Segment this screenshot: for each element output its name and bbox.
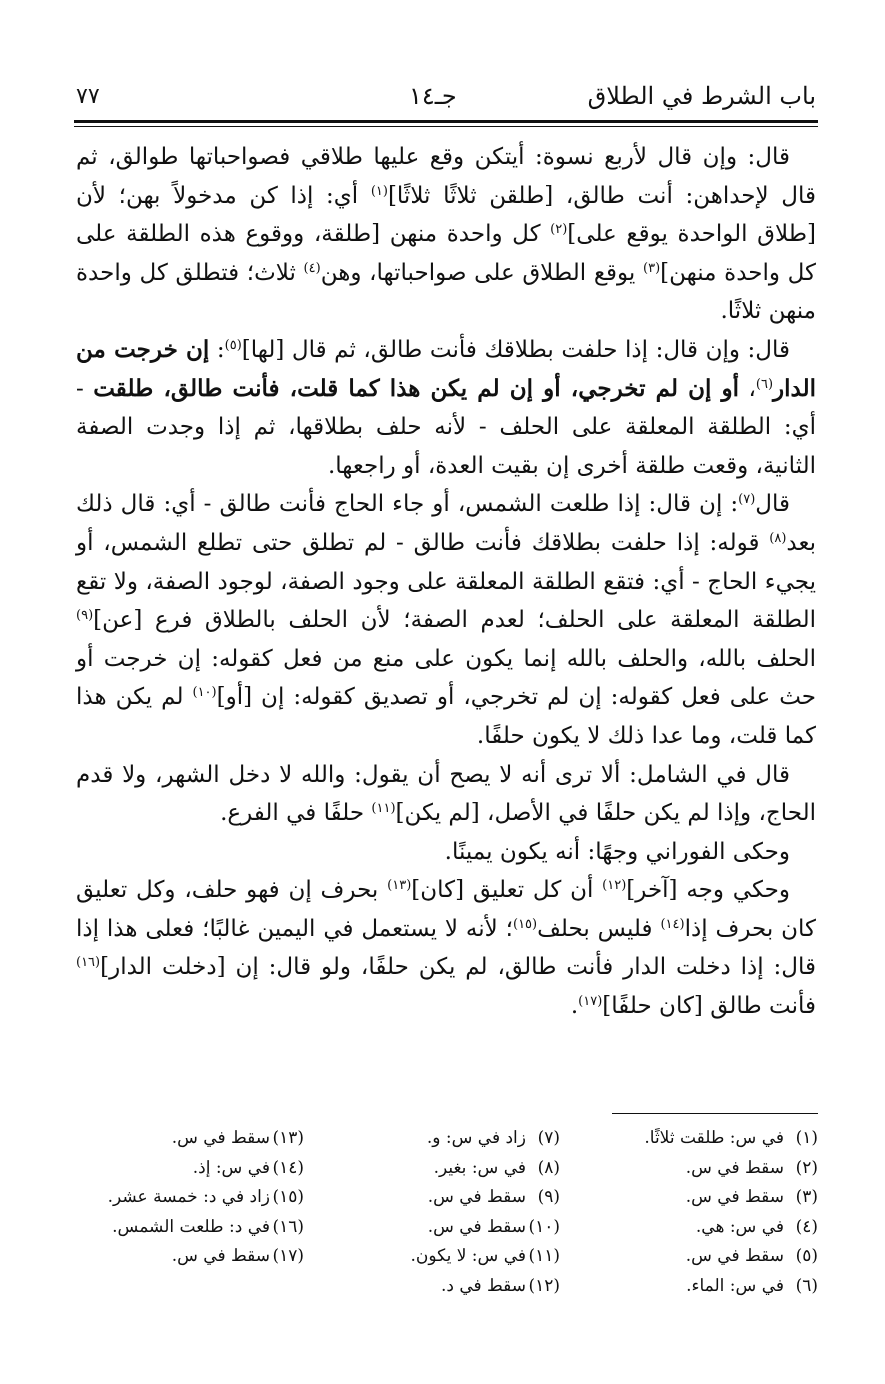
footnote-item: [588, 1183, 818, 1213]
text-run: فأنت طالق [كان حلفًا]: [602, 993, 816, 1020]
footnote-item: [74, 1242, 304, 1272]
footnote-number: (٦): [795, 1275, 818, 1296]
footnote-separator: [612, 1113, 818, 1114]
footnote-text: في س: طلقت ثلاثًا.: [644, 1128, 784, 1148]
text-run: ثلاث؛ فتطلق كل واحدة منهن ثلاثًا.: [76, 259, 816, 325]
text-run: يوقع الطلاق على صواحباتها، وهن: [320, 259, 643, 286]
text-run: كل واحدة منهن [طلقة، ووقوع هذه الطلقة على كل واحدة منهن]: [76, 221, 817, 286]
text-run: - أي: الطلقة المعلقة على الحلف - لأنه حلف بطلاقها، ثم إذا وجدت الصفة الثانية، وقعت طلقة أخرى إن بقيت العدة، أو راجعها.: [76, 375, 816, 479]
footnote-item: [74, 1183, 304, 1213]
chapter-title: باب الشرط في الطلاق: [587, 82, 816, 110]
text-run: أن كل تعليق [كان]: [411, 877, 603, 904]
footnote-ref: (٣): [643, 260, 661, 276]
footnote-item: [588, 1242, 818, 1272]
footnote-ref: (١٢): [602, 878, 627, 894]
text-run: .: [570, 993, 579, 1020]
footnote-ref: (٧): [738, 492, 756, 508]
footnote-text: في س: هي.: [695, 1216, 784, 1237]
footnote-number: (٢): [795, 1157, 818, 1178]
footnote-number: (٩): [537, 1187, 560, 1208]
body-paragraph: [76, 871, 816, 1025]
page-header: [76, 82, 816, 122]
footnote-number: (٤): [795, 1216, 818, 1237]
footnote-item: [330, 1124, 560, 1154]
body-paragraph: [76, 331, 816, 485]
text-run: ،: [739, 375, 756, 402]
footnote-item: [74, 1213, 304, 1243]
footnote-ref: (٤): [303, 260, 321, 276]
text-run: لم يكن هذا كما قلت، وما عدا ذلك لا يكون حلفًا.: [76, 684, 816, 749]
footnote-text: في س: الماء.: [686, 1275, 784, 1296]
footnote-column-1: [588, 1124, 818, 1302]
footnote-number: (١٠): [528, 1216, 560, 1237]
footnote-text: زاد في س: و.: [426, 1128, 526, 1148]
footnote-number: (١٢): [528, 1275, 560, 1296]
text-run: بحرف إن فهو حلف، وكل تعليق كان بحرف إذا: [76, 877, 816, 942]
footnote-number: (١٦): [272, 1216, 304, 1237]
body-paragraph: [76, 138, 816, 331]
text-run: وحكي وجه [آخر]: [626, 877, 790, 904]
footnote-ref: (١٦): [76, 955, 101, 971]
footnote-number: (٧): [537, 1128, 560, 1148]
text-run: :: [209, 336, 225, 363]
footnote-number: (١٥): [272, 1187, 304, 1208]
body-paragraph: [76, 485, 816, 755]
footnote-text: سقط في س.: [427, 1216, 526, 1237]
text-run: وحكى الفوراني وجهًا: أنه يكون يمينًا.: [444, 838, 790, 865]
footnote-column-3: [74, 1124, 304, 1272]
footnote-item: [588, 1124, 818, 1154]
header-rule: [74, 120, 818, 123]
header-rule-thin: [74, 126, 818, 127]
footnote-number: (٨): [537, 1157, 560, 1178]
body-paragraph: [76, 756, 816, 833]
footnote-text: زاد في د: خمسة عشر.: [107, 1187, 270, 1208]
footnote-item: [330, 1213, 560, 1243]
footnote-text: سقط في د.: [440, 1275, 526, 1296]
text-run: قال: وإن قال: إذا حلفت بطلاقك فأنت طالق، ثم قال [لها]: [241, 336, 790, 363]
footnote-column-2: [330, 1124, 560, 1302]
footnote-item: [330, 1272, 560, 1302]
body-paragraph: [76, 833, 816, 872]
footnote-number: (٣): [795, 1187, 818, 1208]
footnote-text: سقط في س.: [685, 1246, 784, 1267]
page-number: ٧٧: [76, 84, 100, 109]
footnote-ref: (٨): [769, 530, 787, 546]
text-run: قال في الشامل: ألا ترى أنه لا يصح أن يقول: والله لا دخل الشهر، ولا قدم الحاج، وإذا لم يكن حلفًا في الأصل، [لم يكن]: [76, 761, 816, 827]
footnote-text: في د: طلعت الشمس.: [112, 1216, 270, 1237]
text-run: ؛ لأنه لا يستعمل في اليمين غالبًا؛ فعلى هذا إذا قال: إذا دخلت الدار فأنت طالق، لم يكن حلفًا، ولو قال: إن [دخلت الدار]: [76, 915, 816, 981]
footnote-ref: (١٥): [512, 916, 538, 932]
footnote-text: سقط في س.: [685, 1187, 784, 1208]
footnotes: [82, 1124, 818, 1324]
footnote-number: (١٤): [272, 1157, 304, 1178]
footnote-text: سقط في س.: [171, 1128, 270, 1148]
footnote-text: في س: لا يكون.: [410, 1246, 526, 1267]
footnote-ref: (١٧): [578, 994, 603, 1010]
footnote-item: [588, 1213, 818, 1243]
footnote-number: (١٣): [272, 1128, 304, 1148]
footnote-item: [330, 1154, 560, 1184]
text-run: قال: [755, 491, 790, 518]
footnote-number: (١٧): [272, 1246, 304, 1267]
footnote-text: سقط في س.: [685, 1157, 784, 1178]
footnote-text: في س: بغير.: [433, 1157, 526, 1178]
footnote-ref: (١٠): [192, 685, 217, 701]
footnote-item: [74, 1154, 304, 1184]
volume-label: جـ١٤: [409, 82, 457, 110]
text-run: قوله: إذا حلفت بطلاقك فأنت طالق - لم تطلق حتى تطلع الشمس، أو يجيء الحاج - أي: فتقع الطلقة المعلقة على وجود الصفة، لوجود الصفة، ولا تقع الطلقة المعلقة على الحلف؛ لعدم الصفة؛ لأن الحلف بالطلاق فرع [عن]: [76, 529, 816, 634]
footnote-ref: (٥): [224, 337, 242, 353]
text-run: قال: وإن قال لأربع نسوة: أيتكن وقع عليها طلاقي فصواحباتها طوالق، ثم قال لإحداهن: أنت طالق، [طلقن ثلاثًا ثلاثًا]: [76, 144, 816, 209]
footnote-number: (٥): [795, 1246, 818, 1267]
footnote-ref: (٢): [550, 222, 568, 238]
footnote-ref: (٦): [755, 376, 774, 392]
text-run: الحلف بالله، والحلف بالله إنما يكون على منع من فعل كقوله: إن خرجت أو حث على فعل كقوله: إن لم تخرجي، أو تصديق كقوله: إن [أو]: [76, 645, 817, 711]
footnote-text: سقط في س.: [427, 1187, 526, 1208]
footnote-text: سقط في س.: [171, 1246, 270, 1267]
text-run: أي: إذا كن مدخولاً بهن؛ لأن [طلاق الواحدة يوقع على]: [76, 182, 816, 248]
footnote-item: [330, 1183, 560, 1213]
footnote-number: (١): [795, 1128, 818, 1148]
footnote-item: [74, 1124, 304, 1154]
text-run: فليس بحلف: [537, 915, 661, 942]
footnote-item: [330, 1242, 560, 1272]
footnote-ref: (١٣): [387, 878, 412, 894]
text-run: : إن قال: إذا طلعت الشمس، أو جاء الحاج فأنت طالق - أي: قال ذلك بعد: [76, 491, 816, 556]
main-text: [76, 138, 816, 1026]
text-run: حلفًا في الفرع.: [220, 800, 372, 827]
footnote-ref: (١٤): [660, 916, 685, 932]
bold-text: أو إن لم تخرجي، أو إن لم يكن هذا كما قلت، فأنت طالق، طلقت: [93, 374, 740, 402]
footnote-text: في س: إذ.: [192, 1157, 270, 1178]
bold-text: إن خرجت من الدار: [76, 335, 817, 402]
footnote-item: [588, 1272, 818, 1302]
footnote-ref: (١): [370, 183, 388, 199]
footnote-ref: (٩): [76, 608, 94, 624]
footnote-item: [588, 1154, 818, 1184]
footnote-ref: (١١): [371, 801, 396, 817]
footnote-number: (١١): [528, 1246, 560, 1267]
